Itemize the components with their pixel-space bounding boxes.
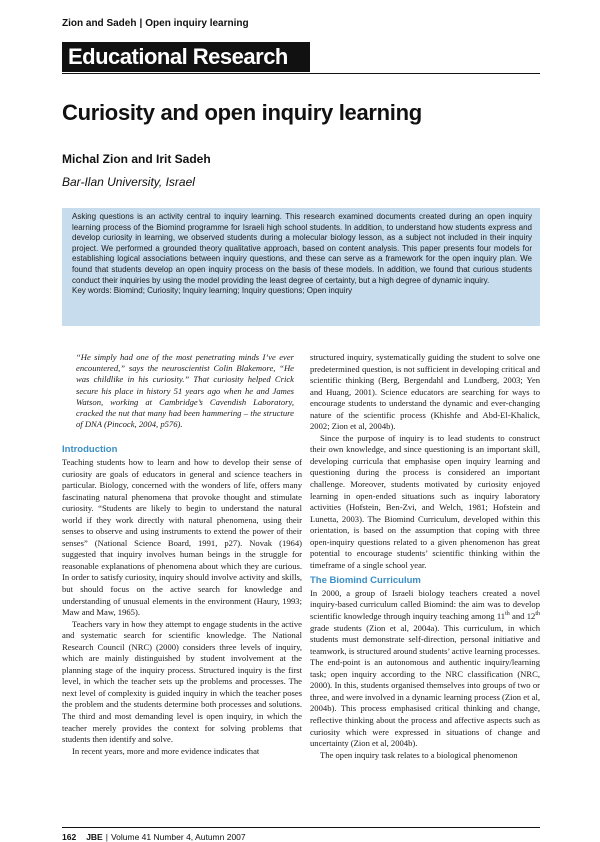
running-title: Open inquiry learning xyxy=(145,18,249,29)
right-paragraph-1: structured inquiry, systematically guiding the student to solve one predetermined question, is not sufficient in developing critical and scientific thinking (Berg, Bergendahl and Lundberg, 2003; Yen and Huang, 2001). Science educators are searching for ways to encourage students to understand the dynamic and ever-changing nature of the scientific process (Khishfe and Abd-El-Khalick, 2002; Zion et al, 2004b). xyxy=(310,352,540,432)
abstract-text: Asking questions is an activity central to inquiry learning. This research examined documents created during an open inquiry learning process of the Biomind programme for Israeli high school students. In addition, to understand how students express and develop curiosity in learning, we observed students during a molecular biology lesson, as a subject not included in their inquiry project. We performed a grounded theory qualitative approach, based on content analysis. This paper presents four models for establishing logical associations between inquiry questions, and these can serve as a framework for the open inquiry plan. We found that students develop an open inquiry process on the basis of these models. In addition, we found that curious students conduct their inquiries by using the model providing the least degree of certainty, but a high degree of dynamic inquiry. xyxy=(72,212,532,285)
biomind-text-b: and 12 xyxy=(509,611,536,622)
footer-rule xyxy=(62,827,540,828)
banner-rule xyxy=(62,73,540,74)
introduction-heading: Introduction xyxy=(62,444,118,456)
left-column xyxy=(62,352,302,827)
biomind-paragraph-1 xyxy=(310,588,540,750)
biomind-paragraph-2: The open inquiry task relates to a biological phenomenon xyxy=(320,749,518,760)
right-paragraph-2: Since the purpose of inquiry is to lead students to construct their own knowledge, and since questioning is an important skill, developing curricula that emphasise open inquiry learning and questioning during the process is considered an important challenge. Moreover, students motivated by curiosity enjoyed learning in open-ended situations such as inquiry laboratory activities (Hofstein, Ben-Zvi, and Welch, 1981; Hofstein and Lunetta, 2003). The Biomind Curriculum, developed within this orientation, is based on the assumption that coping with three open-inquiry questions related to a given phenomenon has great potential to encourage students’ scientific thinking within the timeframe of a single school year. xyxy=(310,432,540,570)
article-authors: Michal Zion and Irit Sadeh xyxy=(62,152,211,166)
section-banner: Educational Research xyxy=(62,42,310,72)
superscript-th-1: th xyxy=(505,611,510,618)
abstract-box xyxy=(62,208,540,326)
intro-paragraph-3: In recent years, more and more evidence indicates that xyxy=(72,745,260,756)
header-separator: | xyxy=(139,18,143,29)
abstract-keywords: Key words: Biomind; Curiosity; Inquiry learning; Inquiry questions; Open inquiry xyxy=(72,286,353,296)
journal-issue: Volume 41 Number 4, Autumn 2007 xyxy=(110,832,246,842)
running-header xyxy=(62,18,249,29)
intro-paragraph-2: Teachers vary in how they attempt to engage students in the active and systematic search for scientific knowledge. The National Research Council (NRC) (2000) considers three levels of inquiry, which are mainly distinguished by student involvement at the planning stage of the inquiry process. Structured inquiry is the first level, in which the teacher sets up the problems and processes. The next level of complexity is guided inquiry in which the teacher poses the problem and the students determine both processes and solutions. The third and most demanding level is open inquiry, in which the teacher merely provides the context for solving problems that students then identify and solve. xyxy=(62,618,302,745)
running-authors: Zion and Sadeh xyxy=(62,18,137,29)
page-number: 162 xyxy=(62,832,77,842)
epigraph-quote: “He simply had one of the most penetrating minds I’ve ever encountered,” says the neuroscientist Colin Blakemore, “He was childlike in his curiosity.” That curiosity helped Crick secure his place in history 51 years ago when he and James Watson, working at Cambridge’s Cavendish Laboratory, cracked the nut that many had been hammering – the structure of DNA (Pincock, 2004, p576). xyxy=(76,352,294,430)
page-footer xyxy=(62,832,246,842)
right-column xyxy=(310,352,540,827)
intro-paragraph-1: Teaching students how to learn and how to develop their sense of curiosity are goals of educators in general and science teachers in particular. Biology, concerned with the wonders of life, offers many fascinating natural phenomena that provoke thought and stimulate curiosity. “Students are likely to begin to understand the natural world if they work directly with natural phenomena, using their senses to observe and using instruments to extend the power of their senses” (National Science Board, 1991, p27). Novak (1964) suggested that inquiry involves human beings in the struggle for reasonable explanations of phenomena about which they are curious. In order to satisfy curiosity, inquiry should involve activity and skills, but should focus on the active search for knowledge and understanding of unusual elements in the environment (Haury, 1993; Maw and Maw, 1965). xyxy=(62,456,302,618)
biomind-text-a: In 2000, a group of Israeli biology teachers created a novel inquiry-based curriculum called Biomind: the aim was to develop scientific knowledge through inquiry teaching among 11 xyxy=(310,587,540,622)
article-title: Curiosity and open inquiry learning xyxy=(62,100,422,125)
superscript-th-2: th xyxy=(535,611,540,618)
biomind-heading: The Biomind Curriculum xyxy=(310,575,421,587)
journal-abbrev: JBE xyxy=(86,832,103,842)
article-affiliation: Bar-Ilan University, Israel xyxy=(62,175,195,189)
biomind-text-c: grade students (Zion et al, 2004a). This curriculum, in which students must demonstrate self-direction, personal initiative and teamwork, is structured around students’ active learning processes. The end-point is an autonomous and authentic inquiry/learning task; open inquiry according to the NRC classification (NRC, 2000). In this, students organised themselves into groups of two or three, and were involved in a dynamic learning process (Zion et al, 2004b). This process emphasised critical thinking and change, reflective thinking about the process and affective aspects such as curiosity which were expressed in situations of change and uncertainty (Zion et al, 2004b). xyxy=(310,622,540,749)
footer-separator: | xyxy=(105,832,108,842)
